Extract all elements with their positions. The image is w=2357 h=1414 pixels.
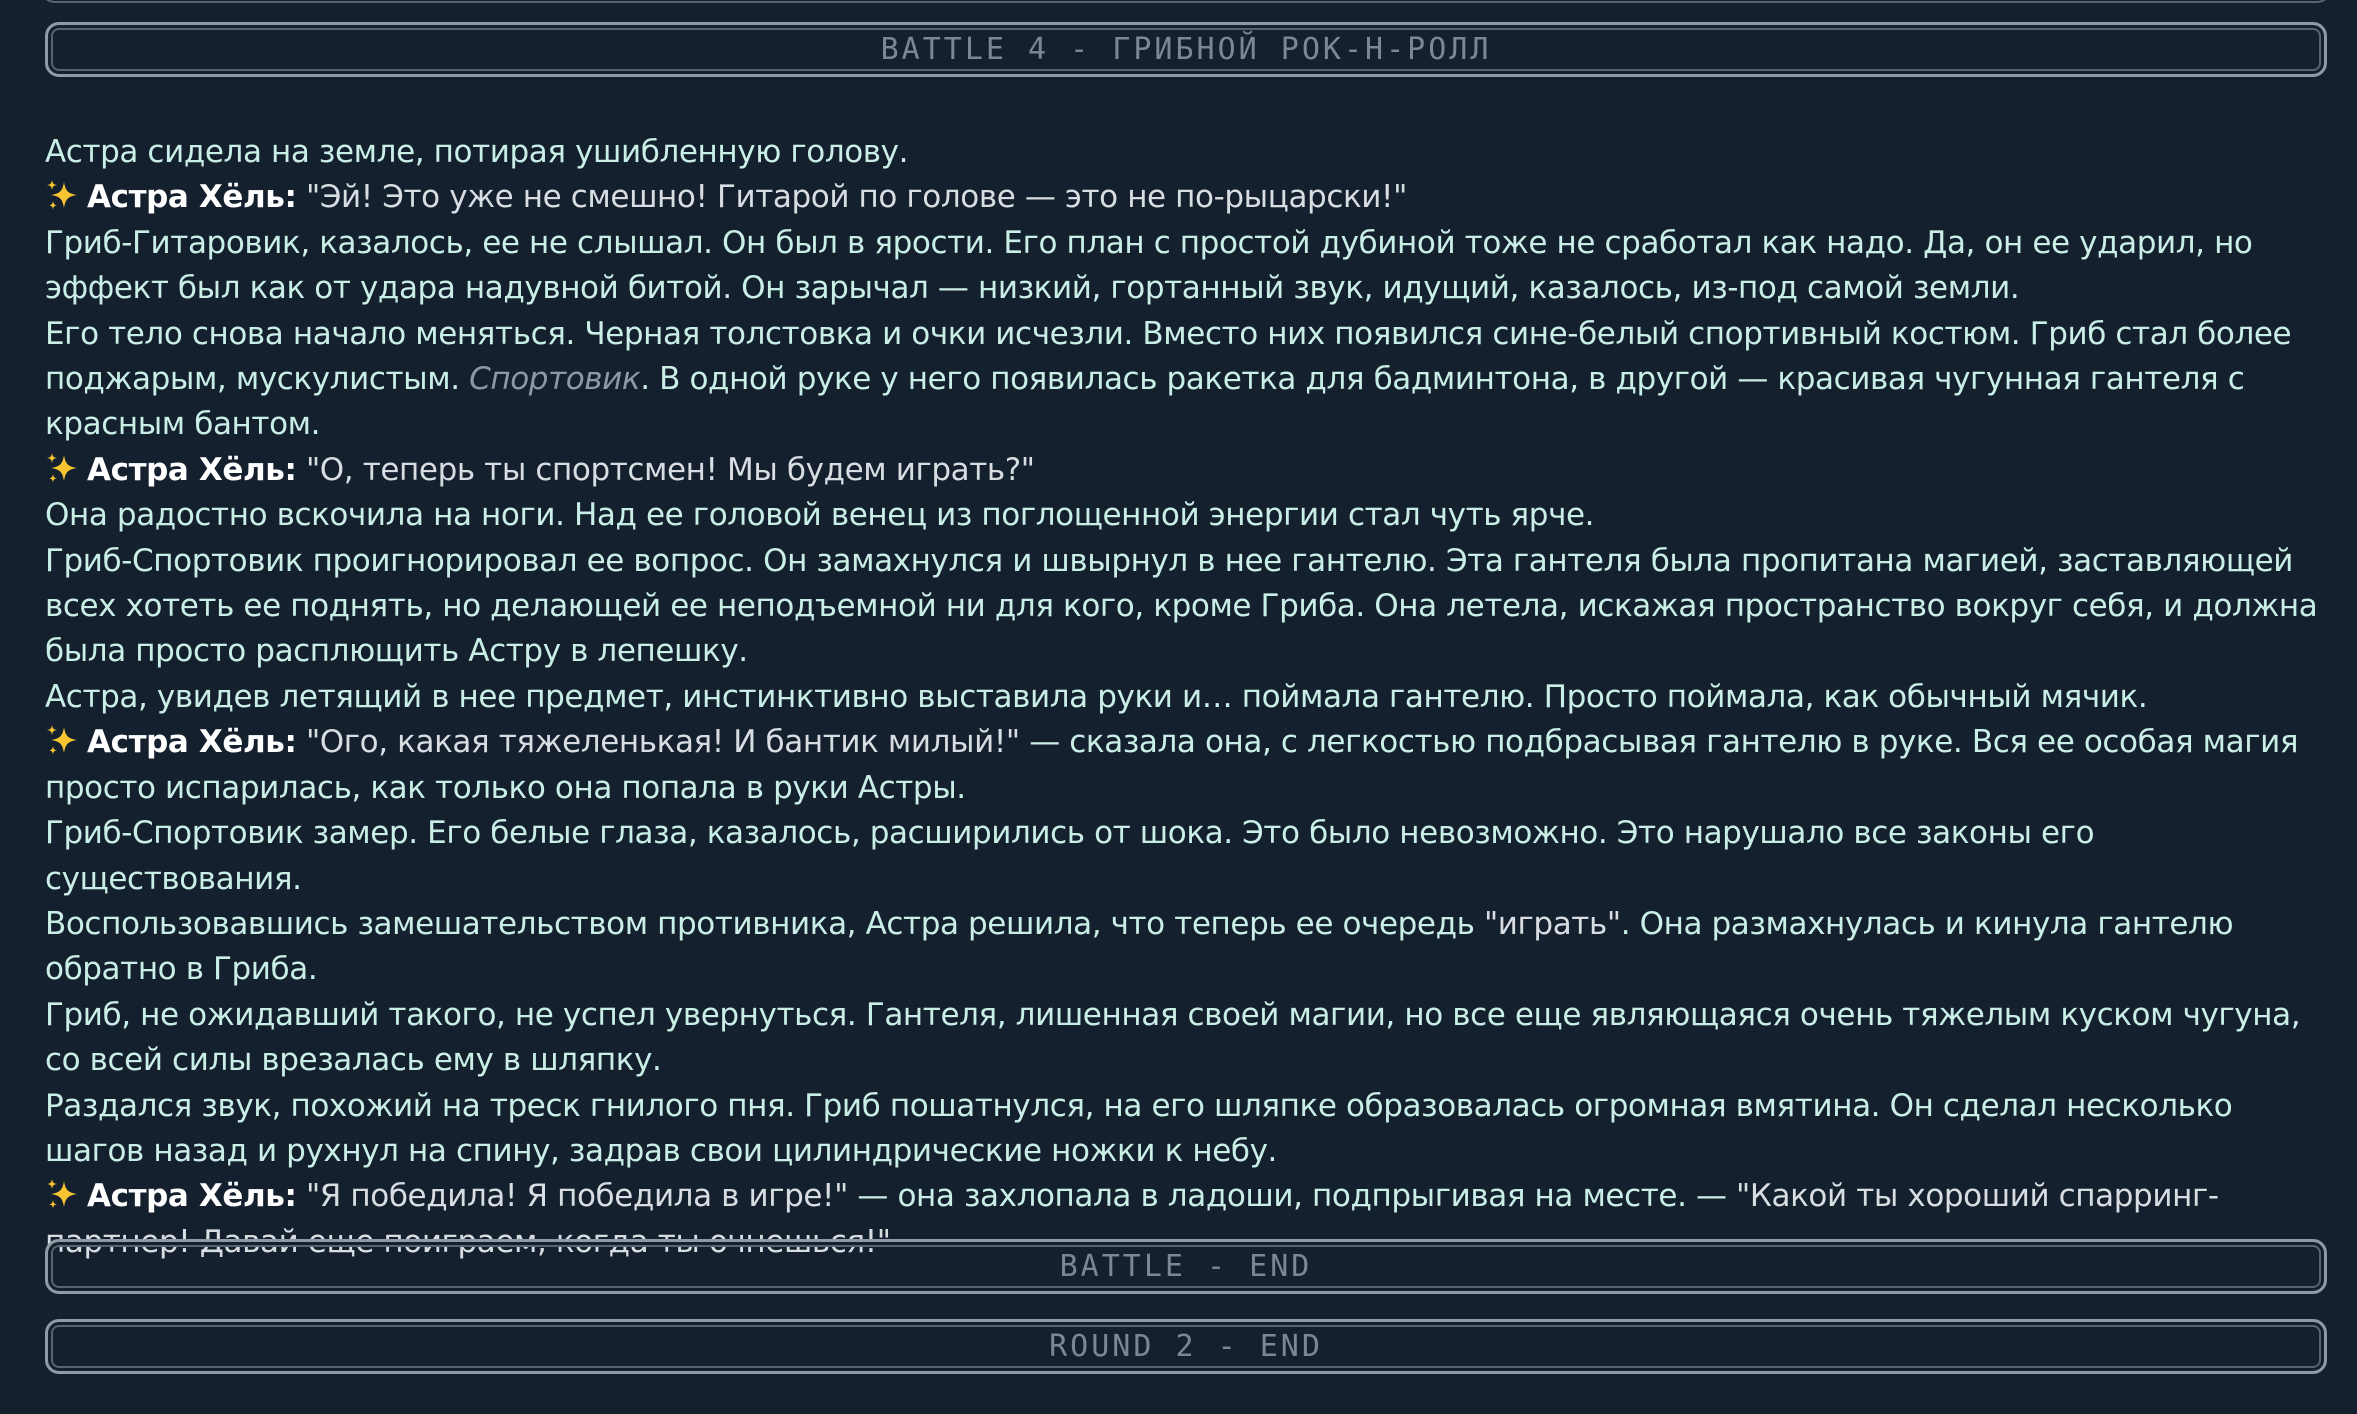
dialogue-quote: "О, теперь ты спортсмен! Мы будем играть?" [305, 451, 1035, 488]
narration-line: Раздался звук, похожий на треск гнилого пня. Гриб пошатнулся, на его шляпке образовалась огромная вмятина. Он сделал несколько шагов назад и рухнул на спину, задрав свои цилиндрические ножки к небу. [45, 1087, 2233, 1169]
story-text [45, 130, 2327, 1265]
dialogue-quote: "Какой ты хороший спарринг-партнер! Давай еще поиграем, когда ты очнешься!" [45, 1178, 2219, 1260]
narration-segment: . В одной руке у него появилась ракетка для бадминтона, в другой — красивая чугунная гантеля с красным бантом. [45, 361, 2245, 443]
narration-line: Гриб, не ожидавший такого, не успел увернуться. Гантеля, лишенная своей магии, но все еще являющаяся очень тяжелым куском чугуна, со всей силы врезалась ему в шляпку. [45, 996, 2301, 1079]
sparkles-icon [45, 179, 79, 213]
narration-line: Астра сидела на земле, потирая ушибленную голову. [45, 134, 909, 170]
battle-end-banner [45, 1239, 2327, 1294]
narration-line: Гриб-Гитаровик, казалось, ее не слышал. Он был в ярости. Его план с простой дубиной тоже не сработал как надо. Да, он ее ударил, но эффект был как от удара надувной битой. Он зарычал — низкий, гортанный звук, идущий, казалось, из-под самой земли. [45, 224, 2253, 307]
dialogue-quote: "Ого, какая тяжеленькая! И бантик милый!" [305, 724, 1020, 761]
narration-line: Она радостно вскочила на ноги. Над ее головой венец из поглощенной энергии стал чуть ярче. [45, 497, 1595, 534]
dialogue-line [45, 448, 2327, 493]
dialogue-quote: "Я победила! Я победила в игре!" [305, 1178, 848, 1215]
narration-line [45, 902, 2327, 993]
narration-line: Гриб-Спортовик замер. Его белые глаза, казалось, расширились от шока. Это было невозможно. Это нарушало все законы его существования. [45, 815, 2095, 897]
speaker-name: Астра Хёль: [87, 724, 297, 761]
narration-line [45, 312, 2327, 448]
speaker-name: Астра Хёль: [87, 1178, 297, 1215]
narration-line: Астра, увидев летящий в нее предмет, инстинктивно выставила руки и… поймала гантелю. Просто поймала, как обычный мячик. [45, 678, 2148, 715]
narration-segment: — сказала она, с легкостью подбрасывая гантелю в руке. Вся ее особая магия просто испарилась, как только она попала в руки Астры. [45, 724, 2299, 806]
dialogue-line [45, 175, 2327, 220]
narration-segment: — она захлопала в ладоши, подпрыгивая на месте. — [847, 1178, 1737, 1215]
sparkles-icon [45, 1178, 79, 1212]
sparkles-icon [45, 452, 79, 486]
dialogue-quote: "играть" [1483, 905, 1621, 942]
round-end-banner [45, 1319, 2327, 1374]
dialogue-quote: "Эй! Это уже не смешно! Гитарой по голове — это не по-рыцарски!" [305, 179, 1407, 216]
chat-transcript [45, 0, 2327, 1414]
narration-segment: Воспользовавшись замешательством противника, Астра решила, что теперь ее очередь [45, 905, 1484, 942]
narration-line: Гриб-Спортовик проигнорировал ее вопрос. Он замахнулся и швырнул в нее гантелю. Эта гантеля была пропитана магией, заставляющей всех хотеть ее поднять, но делающей ее неподъемной ни для кого, кроме Гриба. Она летела, искажая пространство вокруг себя, и должна была просто расплющить Астру в лепешку. [45, 542, 2318, 670]
speaker-name: Астра Хёль: [87, 179, 297, 216]
emphasis-text: Спортовик [469, 361, 641, 398]
round-end-text: ROUND 2 - END [1049, 1329, 1323, 1364]
battle-end-text: BATTLE - END [1059, 1249, 1313, 1284]
sparkles-icon [45, 724, 79, 758]
battle-title-text: BATTLE 4 - ГРИБНОЙ РОК-Н-РОЛЛ [880, 32, 1492, 67]
narration-segment: . Она размахнулась и кинула гантелю обратно в Гриба. [45, 905, 2234, 988]
speaker-name: Астра Хёль: [87, 451, 297, 488]
dialogue-line [45, 720, 2327, 811]
battle-title-banner [45, 22, 2327, 77]
narration-segment: Его тело снова начало меняться. Черная толстовка и очки исчезли. Вместо них появился сине-белый спортивный костюм. Гриб стал более поджарым, мускулистым. [45, 315, 2292, 398]
